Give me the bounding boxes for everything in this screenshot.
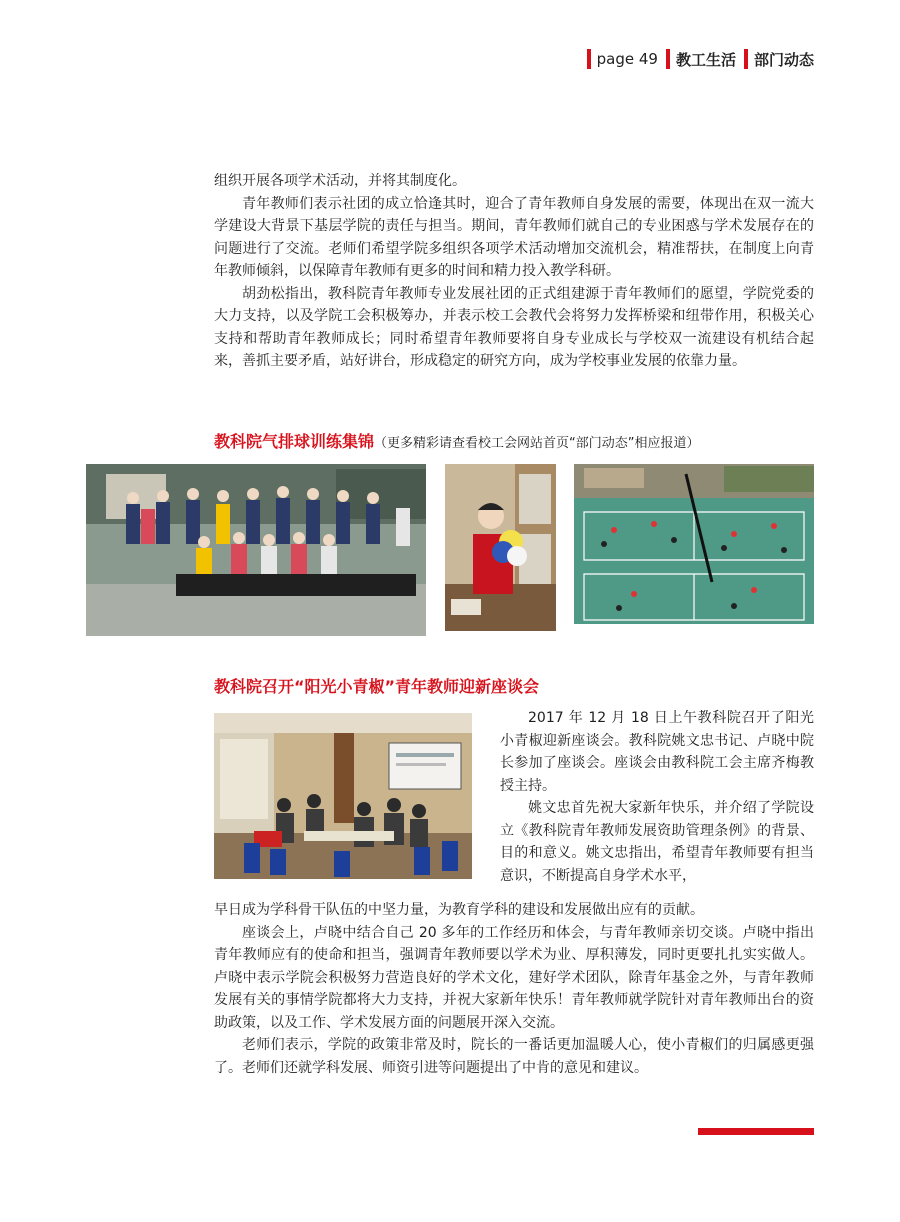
paragraph: 青年教师们表示社团的成立恰逢其时，迎合了青年教师自身发展的需要，体现出在双一流大学建设大背景下基层学院的责任与担当。期间，青年教师们就自己的专业困惑与学术发展存在的问题进行了交流。老师们希望学院多组织各项学术活动增加交流机会，精准帮扶，在制度上向青年教师倾斜，以保障青年教师有更多的时间和精力投入教学科研。 [214, 195, 814, 279]
paragraph: 老师们表示，学院的政策非常及时，院长的一番话更加温暖人心，使小青椒们的归属感更强了。老师们还就学科发展、师资引进等问题提出了中肯的意见和建议。 [214, 1037, 814, 1076]
header-section: 教工生活 [675, 50, 736, 69]
photo-meeting [214, 713, 472, 879]
header-bar [587, 49, 591, 69]
paragraph: 座谈会上，卢晓中结合自己 20 多年的工作经历和体会，与青年教师亲切交谈。卢晓中指出青年教师应有的使命和担当，强调青年教师要以学术为业、厚积薄发，同时更要扎扎实实做人。卢晓中表示学院会积极努力营造良好的学术文化，建好学术团队，除青年基金之外，与青年教师发展有关的事情学院都将大力支持，并祝大家新年快乐！青年教师就学院针对青年教师出台的资助政策，以及工作、学术发展方面的问题展开深入交流。 [214, 924, 814, 1031]
header-bar [666, 49, 670, 69]
article2-body [214, 899, 814, 1079]
photo-volleyball-player [445, 464, 556, 631]
paragraph: 姚文忠首先祝大家新年快乐，并介绍了学院设立《教科院青年教师发展资助管理条例》的背景、目的和意义。姚文忠指出，希望青年教师要有担当意识，不断提高自身学术水平， [500, 800, 814, 884]
footer-bar [698, 1128, 814, 1135]
paragraph: 2017 年 12 月 18 日上午教科院召开了阳光小青椒迎新座谈会。教科院姚文忠书记、卢晓中院长参加了座谈会。座谈会由教科院工会主席齐梅教授主持。 [500, 710, 814, 794]
paragraph: 胡劲松指出，教科院青年教师专业发展社团的正式组建源于青年教师们的愿望，学院党委的大力支持，以及学院工会积极筹办，并表示校工会教代会将努力发挥桥梁和纽带作用，积极关心支持和帮助青年教师成长；同时希望青年教师要将自身专业成长与学校双一流建设有机结合起来，善抓主要矛盾，站好讲台，形成稳定的研究方向，成为学校事业发展的依靠力量。 [214, 285, 814, 369]
gallery-note: （更多精彩请查看校工会网站首页“部门动态”相应报道） [374, 436, 700, 451]
paragraph: 早日成为学科骨干队伍的中坚力量，为教育学科的建设和发展做出应有的贡献。 [214, 902, 704, 918]
gallery-heading: 教科院气排球训练集锦 [214, 432, 375, 451]
photo-volleyball-group [86, 464, 426, 636]
photo-volleyball-court [574, 464, 814, 624]
page-header [587, 46, 814, 72]
header-bar [744, 49, 748, 69]
header-subsection: 部门动态 [753, 50, 814, 69]
article2-side-text [500, 707, 814, 887]
article2-title: 教科院召开“阳光小青椒”青年教师迎新座谈会 [214, 677, 540, 696]
gallery-title [214, 429, 700, 452]
paragraph: 组织开展各项学术活动，并将其制度化。 [214, 173, 466, 189]
article1-body [214, 170, 814, 373]
page-number: page 49 [596, 50, 658, 68]
